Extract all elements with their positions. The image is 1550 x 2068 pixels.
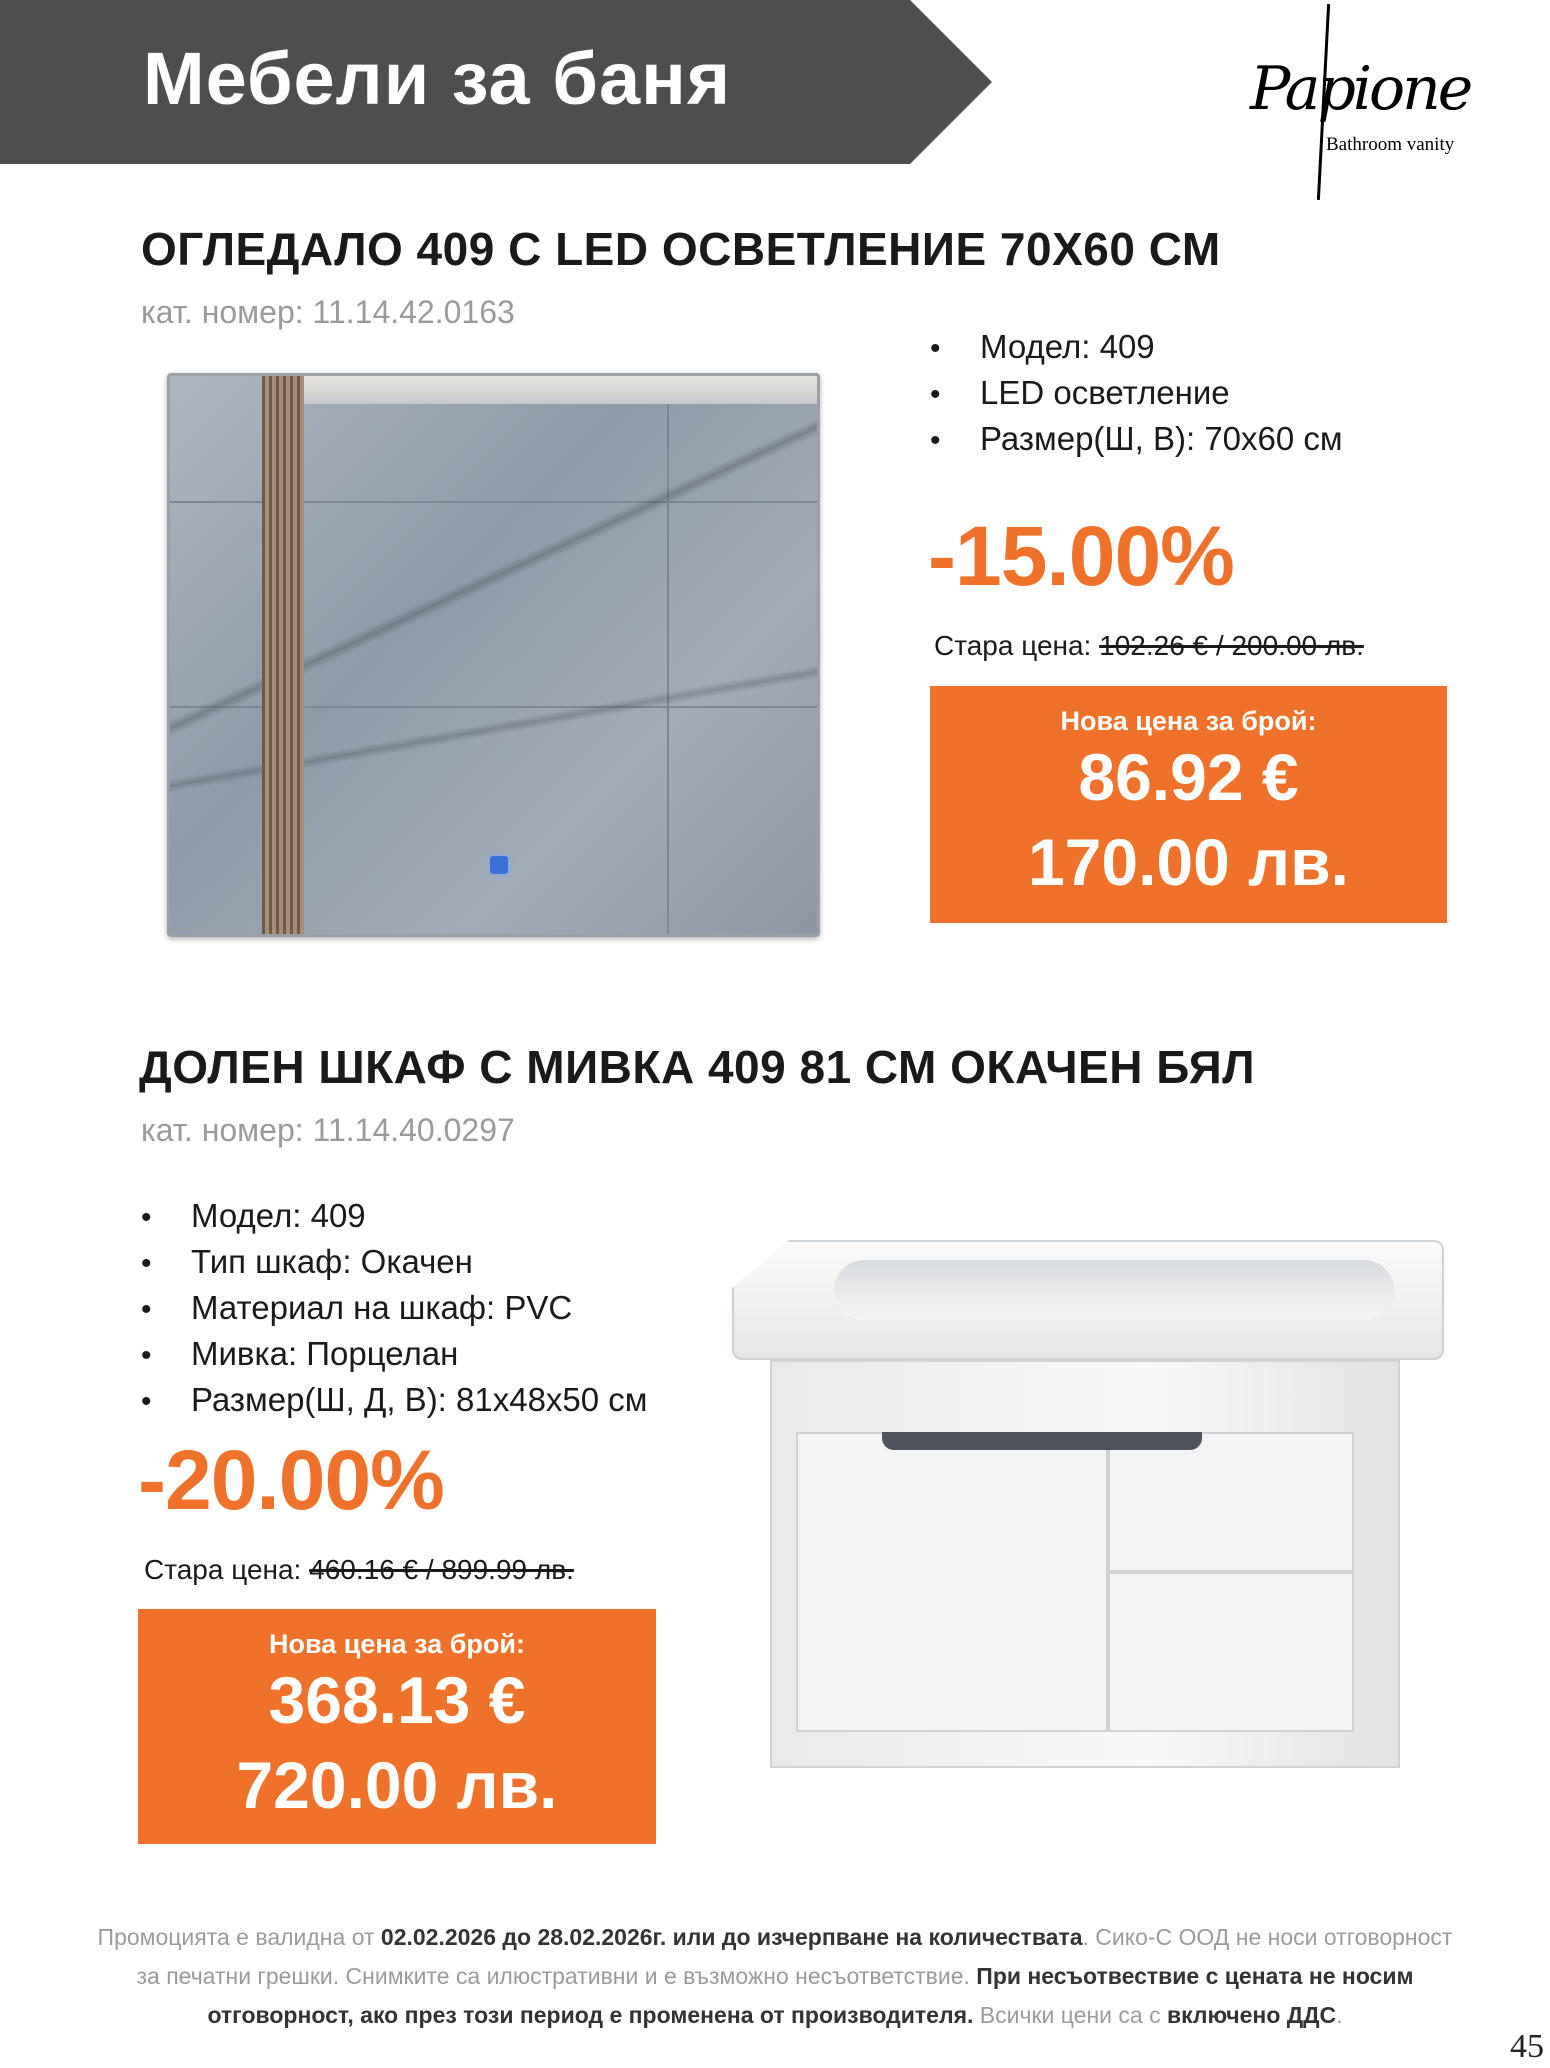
footer-text: . Сико-С ООД не носи отговорност [1082,1924,1453,1950]
discount-badge: -15.00% [928,509,1234,603]
old-price-value: 102.26 € / 200.00 лв. [1099,630,1364,661]
old-price [144,1554,574,1586]
image-ceiling [304,376,817,404]
new-price-bgn: 170.00 лв. [1027,825,1350,899]
feature-item: • LED осветление [930,370,1343,416]
footer-text-bold: отговорност, ако през този период е променена от производителя. [207,2002,974,2028]
new-price-label: Нова цена за брой: [1060,706,1317,736]
feature-item: • Материал на шкаф: PVC [141,1285,648,1331]
footer-text: Промоцията е валидна от [97,1924,381,1950]
new-price-eur: 368.13 € [268,1663,526,1737]
footer-text: . [1336,2002,1343,2028]
feature-item: • Модел: 409 [141,1193,648,1239]
feature-item: • Размер(Ш, Д, В): 81x48x50 см [141,1377,648,1423]
feature-item: • Модел: 409 [930,324,1343,370]
product-title: ОГЛЕДАЛО 409 С LED ОСВЕТЛЕНИЕ 70X60 СМ [141,223,1221,275]
cabinet-product-image [732,1240,1447,1774]
product-title: ДОЛЕН ШКАФ С МИВКА 409 81 СМ ОКАЧЕН БЯЛ [139,1041,1255,1093]
footer-text: Всички цени са с [973,2002,1167,2028]
footer-disclaimer-line [25,1961,1525,1991]
cabinet-door [796,1432,1108,1732]
footer-text-bold: включено ДДС [1166,2002,1337,2028]
sink-basin [834,1260,1394,1320]
catalog-number: кат. номер: 11.14.40.0297 [141,1112,515,1148]
page-number: 45 [1510,2028,1544,2065]
new-price-bgn: 720.00 лв. [236,1748,558,1822]
feature-item: • Тип шкаф: Окачен [141,1239,648,1285]
page-title: Мебели за баня [143,37,732,120]
catalog-number: кат. номер: 11.14.42.0163 [141,294,515,330]
cabinet-body [770,1360,1400,1768]
old-price-label: Стара цена: [934,630,1092,661]
new-price-box [138,1609,656,1844]
feature-item: • Размер(Ш, В): 70x60 см [930,416,1343,462]
new-price-eur: 86.92 € [1078,740,1299,814]
old-price-value: 460.16 € / 899.99 лв. [309,1554,574,1585]
mirror-product-image [167,373,820,937]
footer-disclaimer-line [25,1922,1525,1952]
cabinet-handle [882,1432,1202,1450]
footer-disclaimer-line [25,2000,1525,2030]
logo-subtitle: Bathroom vanity [1326,134,1455,155]
cabinet-drawer [1108,1572,1354,1732]
logo-wordmark: Papione [1250,54,1471,124]
brand-logo [1250,4,1490,200]
old-price [934,630,1364,662]
led-touch-sensor-icon [490,856,508,874]
feature-item: • Мивка: Порцелан [141,1331,648,1377]
feature-list [141,1193,648,1423]
old-price-label: Стара цена: [144,1554,302,1585]
sink-top [732,1240,1444,1360]
new-price-box [930,686,1447,923]
cabinet-door [1108,1432,1354,1572]
discount-badge: -20.00% [138,1433,444,1527]
footer-text-bold: При несъотвествие с цената не носим [976,1963,1414,1989]
footer-text-bold: 02.02.2026 до 28.02.2026г. или до изчерпване на количествата [380,1924,1083,1950]
feature-list [930,324,1343,462]
new-price-label: Нова цена за брой: [268,1629,526,1659]
footer-text: за печатни грешки. Снимките са илюстративни и е възможно несъответствие. [136,1963,977,1989]
image-wood-slats [262,376,304,934]
